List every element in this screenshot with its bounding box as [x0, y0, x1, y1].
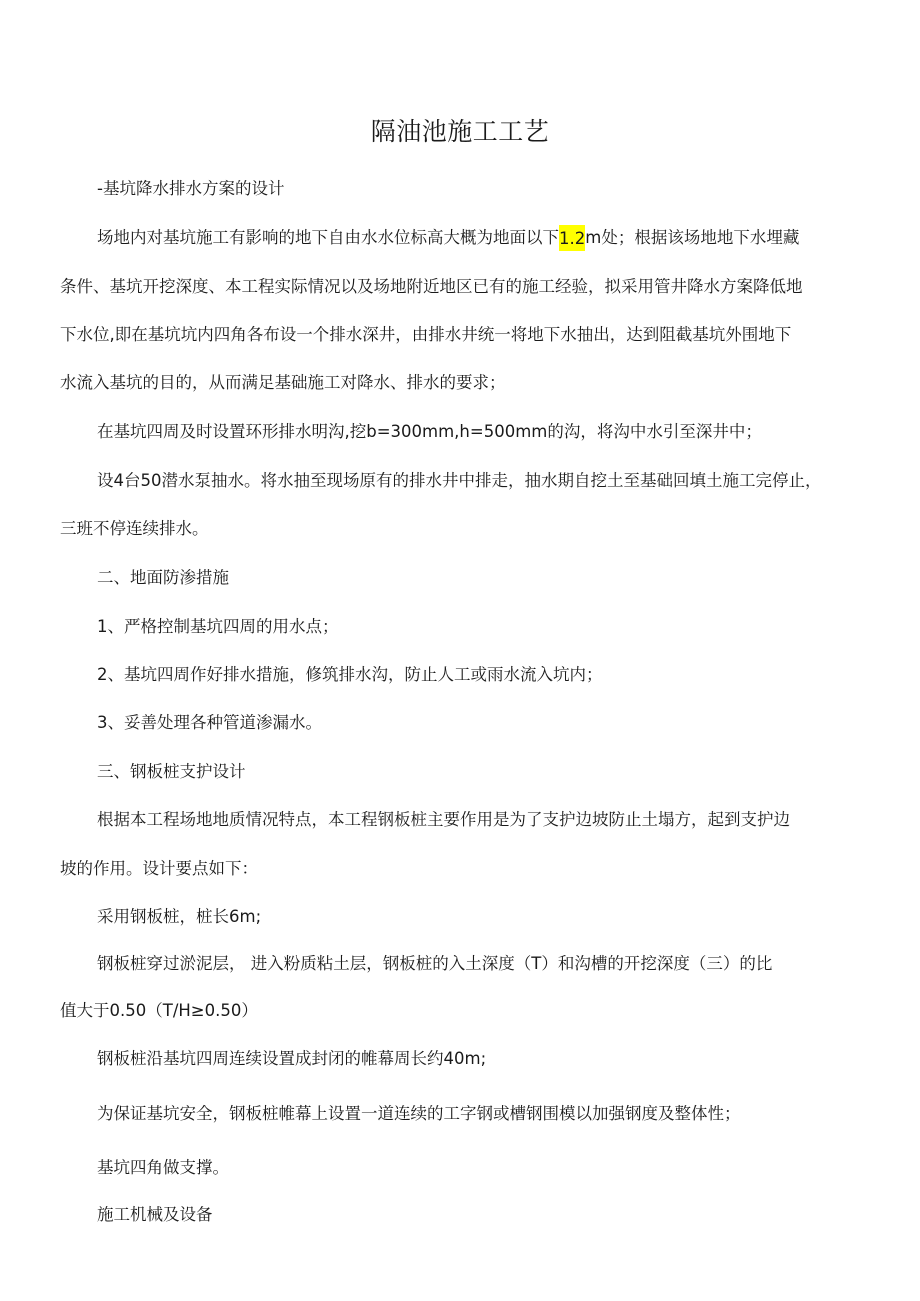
highlighted-value: 1.2: [559, 225, 585, 251]
paragraph-line: 下水位,即在基坑坑内四角各布设一个排水深井，由排水井统一将地下水抽出，达到阻截基坑外围地下: [60, 325, 792, 344]
section-heading-sheet-pile: 三、钢板桩支护设计: [97, 762, 246, 781]
paragraph-line: 采用钢板桩，桩长6m;: [97, 907, 262, 926]
paragraph-text: m处；根据该场地地下水埋藏: [585, 228, 800, 247]
paragraph-line: 钢板桩沿基坑四周连续设置成封闭的帷幕周长约40m;: [97, 1049, 487, 1068]
paragraph-line: 值大于0.50（T/H≥0.50）: [60, 1001, 258, 1020]
section-heading-dewatering: -基坑降水排水方案的设计: [97, 179, 285, 198]
paragraph-line: 水流入基坑的目的，从而满足基础施工对降水、排水的要求；: [60, 373, 506, 392]
paragraph-line: [97, 225, 840, 251]
list-item: 1、严格控制基坑四周的用水点；: [97, 617, 339, 636]
paragraph-line: 基坑四角做支撑。: [97, 1158, 229, 1177]
document-title: 隔油池施工工艺: [370, 117, 550, 146]
paragraph-line: 坡的作用。设计要点如下：: [60, 859, 258, 878]
section-heading-seepage: 二、地面防渗措施: [97, 568, 229, 587]
paragraph-text: 场地内对基坑施工有影响的地下自由水水位标高大概为地面以下: [97, 228, 559, 247]
list-item: 2、基坑四周作好排水措施，修筑排水沟，防止人工或雨水流入坑内；: [97, 665, 603, 684]
paragraph-line: 钢板桩穿过淤泥层， 进入粉质粘土层，钢板桩的入土深度（T）和沟槽的开挖深度（三）的比: [97, 954, 773, 973]
paragraph-line: 设4台50潜水泵抽水。将水抽至现场原有的排水井中排走，抽水期自挖土至基础回填土施工完停止，: [97, 471, 822, 490]
paragraph-line: 为保证基坑安全，钢板桩帷幕上设置一道连续的工字钢或槽钢围模以加强钢度及整体性；: [97, 1104, 741, 1123]
paragraph-line: 条件、基坑开挖深度、本工程实际情况以及场地附近地区已有的施工经验，拟采用管井降水方案降低地: [60, 277, 803, 296]
section-heading-equipment: 施工机械及设备: [97, 1205, 213, 1224]
paragraph-line: 根据本工程场地地质情况特点，本工程钢板桩主要作用是为了支护边坡防止土塌方，起到支护边: [97, 810, 790, 829]
list-item: 3、妥善处理各种管道渗漏水。: [97, 713, 322, 732]
paragraph-line: 在基坑四周及时设置环形排水明沟,挖b=300mm,h=500mm的沟，将沟中水引至深井中；: [97, 422, 762, 441]
paragraph-line: 三班不停连续排水。: [60, 519, 209, 538]
